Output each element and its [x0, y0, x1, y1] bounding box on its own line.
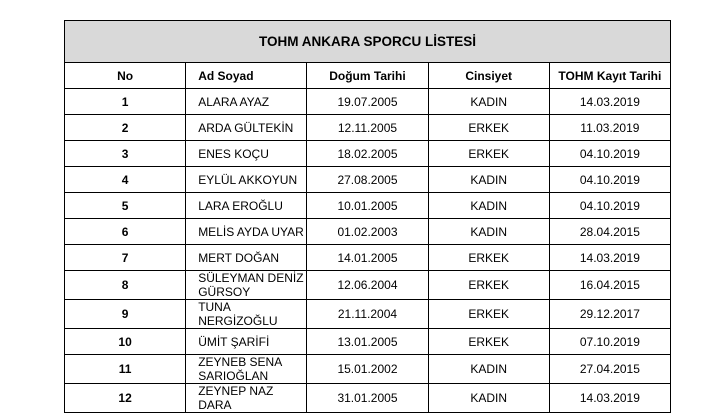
cell-registration-date: 14.03.2019	[549, 89, 670, 115]
cell-registration-date: 11.03.2019	[549, 115, 670, 141]
cell-birth-date: 21.11.2004	[307, 300, 428, 329]
cell-registration-date: 14.03.2019	[549, 384, 670, 413]
table-row	[65, 89, 671, 115]
cell-sex: KADIN	[428, 384, 549, 413]
cell-no: 3	[65, 141, 186, 167]
header-no: No	[65, 63, 186, 89]
cell-name: ENES KOÇU	[186, 141, 307, 167]
cell-name: ÜMİT ŞARİFİ	[186, 329, 307, 355]
cell-registration-date: 27.04.2015	[549, 355, 670, 384]
cell-name: ZEYNEP NAZ DARA	[186, 384, 307, 413]
header-registration-date: TOHM Kayıt Tarihi	[549, 63, 670, 89]
cell-name: MELİS AYDA UYAR	[186, 219, 307, 245]
cell-birth-date: 12.11.2005	[307, 115, 428, 141]
cell-birth-date: 27.08.2005	[307, 167, 428, 193]
header-birth-date: Doğum Tarihi	[307, 63, 428, 89]
cell-birth-date: 31.01.2005	[307, 384, 428, 413]
cell-registration-date: 04.10.2019	[549, 193, 670, 219]
cell-sex: ERKEK	[428, 141, 549, 167]
cell-birth-date: 14.01.2005	[307, 245, 428, 271]
cell-sex: ERKEK	[428, 245, 549, 271]
cell-name: LARA EROĞLU	[186, 193, 307, 219]
cell-sex: ERKEK	[428, 300, 549, 329]
cell-name: SÜLEYMAN DENİZ GÜRSOY	[186, 271, 307, 300]
cell-name: ZEYNEB SENA SARIOĞLAN	[186, 355, 307, 384]
cell-name: TUNA NERGİZOĞLU	[186, 300, 307, 329]
cell-sex: KADIN	[428, 219, 549, 245]
table-title: TOHM ANKARA SPORCU LİSTESİ	[65, 21, 671, 63]
cell-registration-date: 04.10.2019	[549, 141, 670, 167]
cell-registration-date: 07.10.2019	[549, 329, 670, 355]
title-row	[65, 21, 671, 63]
cell-sex: KADIN	[428, 355, 549, 384]
cell-sex: KADIN	[428, 89, 549, 115]
table-row	[65, 329, 671, 355]
cell-sex: KADIN	[428, 193, 549, 219]
table-row	[65, 141, 671, 167]
table-body	[65, 89, 671, 413]
cell-registration-date: 04.10.2019	[549, 167, 670, 193]
cell-sex: ERKEK	[428, 329, 549, 355]
cell-no: 7	[65, 245, 186, 271]
cell-no: 2	[65, 115, 186, 141]
table-row	[65, 115, 671, 141]
cell-sex: ERKEK	[428, 115, 549, 141]
cell-no: 12	[65, 384, 186, 413]
cell-registration-date: 16.04.2015	[549, 271, 670, 300]
table-row	[65, 245, 671, 271]
table-row	[65, 271, 671, 300]
cell-no: 11	[65, 355, 186, 384]
cell-no: 8	[65, 271, 186, 300]
cell-sex: KADIN	[428, 167, 549, 193]
cell-no: 9	[65, 300, 186, 329]
cell-no: 5	[65, 193, 186, 219]
cell-name: ALARA AYAZ	[186, 89, 307, 115]
cell-sex: ERKEK	[428, 271, 549, 300]
cell-birth-date: 12.06.2004	[307, 271, 428, 300]
cell-birth-date: 10.01.2005	[307, 193, 428, 219]
header-row	[65, 63, 671, 89]
cell-name: EYLÜL AKKOYUN	[186, 167, 307, 193]
cell-registration-date: 14.03.2019	[549, 245, 670, 271]
cell-no: 10	[65, 329, 186, 355]
cell-name: ARDA GÜLTEKİN	[186, 115, 307, 141]
table-row	[65, 355, 671, 384]
cell-birth-date: 18.02.2005	[307, 141, 428, 167]
cell-birth-date: 01.02.2003	[307, 219, 428, 245]
header-sex: Cinsiyet	[428, 63, 549, 89]
cell-birth-date: 13.01.2005	[307, 329, 428, 355]
cell-registration-date: 28.04.2015	[549, 219, 670, 245]
cell-birth-date: 15.01.2002	[307, 355, 428, 384]
cell-no: 1	[65, 89, 186, 115]
header-name: Ad Soyad	[186, 63, 307, 89]
athlete-table	[64, 20, 671, 413]
cell-birth-date: 19.07.2005	[307, 89, 428, 115]
table-row	[65, 300, 671, 329]
cell-name: MERT DOĞAN	[186, 245, 307, 271]
table-row	[65, 384, 671, 413]
cell-no: 4	[65, 167, 186, 193]
table-row	[65, 167, 671, 193]
table-row	[65, 193, 671, 219]
table-row	[65, 219, 671, 245]
athlete-list-sheet	[64, 20, 671, 413]
cell-registration-date: 29.12.2017	[549, 300, 670, 329]
cell-no: 6	[65, 219, 186, 245]
